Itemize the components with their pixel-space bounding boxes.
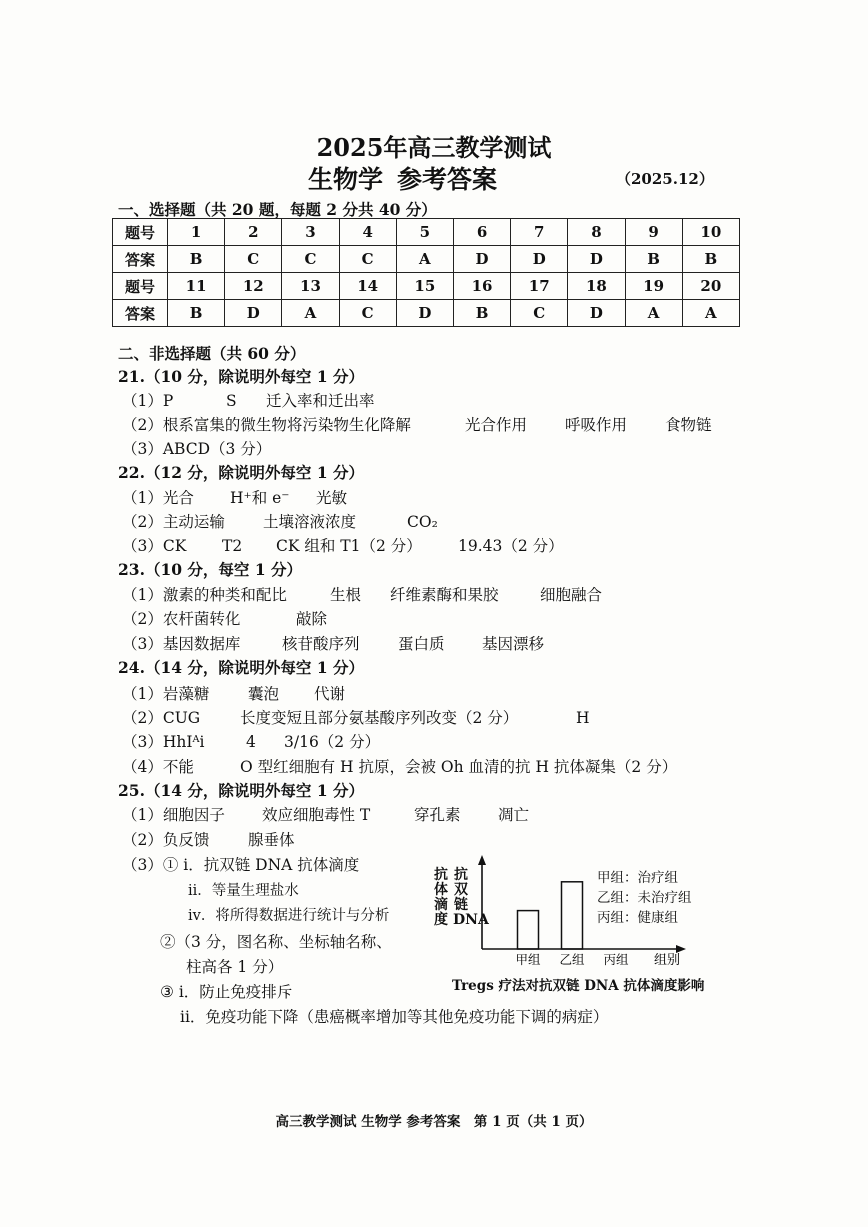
y-axis-arrow-icon bbox=[478, 855, 486, 865]
answer: O 型红细胞有 H 抗原，会被 Oh 血清的抗 H 抗体凝集（2 分） bbox=[240, 758, 678, 776]
table-cell: A bbox=[682, 300, 739, 327]
q21-title: 21.（10 分，除说明外每空 1 分） bbox=[118, 367, 365, 386]
table-cell: D bbox=[396, 300, 453, 327]
y-axis-label-col1: 抗体滴度 bbox=[434, 867, 448, 928]
answer: （1）激素的种类和配比 bbox=[122, 586, 287, 604]
answer: （4）不能 bbox=[122, 758, 194, 776]
answer: 4 bbox=[246, 733, 256, 751]
table-cell: D bbox=[225, 300, 282, 327]
table-cell: 20 bbox=[682, 273, 739, 300]
answer: 腺垂体 bbox=[248, 831, 295, 849]
answer: 土壤溶液浓度 bbox=[263, 513, 357, 531]
table-cell: 8 bbox=[568, 219, 625, 246]
table-cell: 3 bbox=[282, 219, 339, 246]
answer: 纤维素酶和果胶 bbox=[390, 586, 499, 604]
table-cell: D bbox=[511, 246, 568, 273]
q25-line3e: 柱高各 1 分） bbox=[186, 958, 284, 976]
table-cell: D bbox=[568, 300, 625, 327]
table-cell: 6 bbox=[453, 219, 510, 246]
page-footer: 高三教学测试 生物学 参考答案 第 1 页（共 1 页） bbox=[275, 1114, 593, 1130]
table-cell: C bbox=[339, 246, 396, 273]
answer-table bbox=[112, 218, 740, 327]
legend-item: 甲组：治疗组 bbox=[597, 870, 678, 886]
row-label: 题号 bbox=[113, 273, 168, 300]
answer: 长度变短且部分氨基酸序列改变（2 分） bbox=[240, 709, 519, 727]
answer: （2）主动运输 bbox=[122, 513, 225, 531]
answer: （2）CUG bbox=[122, 709, 201, 727]
answer: （2）农杆菌转化 bbox=[122, 610, 241, 628]
answer: 蛋白质 bbox=[398, 635, 445, 653]
answer: （3）HhIᴬi bbox=[122, 733, 205, 751]
y-axis-label-col2: 抗双链DNA bbox=[453, 867, 489, 928]
section2-heading: 二、非选择题（共 60 分） bbox=[118, 344, 306, 363]
answer: 3/16（2 分） bbox=[284, 733, 381, 751]
q21-line2 bbox=[122, 413, 712, 435]
x-axis-label: 组别 bbox=[654, 953, 681, 968]
table-cell: C bbox=[282, 246, 339, 273]
table-cell: 16 bbox=[453, 273, 510, 300]
answer: （3）ABCD（3 分） bbox=[122, 440, 272, 458]
table-cell: 13 bbox=[282, 273, 339, 300]
table-cell: D bbox=[453, 246, 510, 273]
answer: H⁺和 e⁻ bbox=[230, 489, 290, 507]
answer: （2）负反馈 bbox=[122, 831, 210, 849]
q24-line1 bbox=[122, 682, 345, 704]
table-cell: 14 bbox=[339, 273, 396, 300]
q22-line2 bbox=[122, 510, 438, 532]
table-cell: 17 bbox=[511, 273, 568, 300]
answer: （1）光合 bbox=[122, 489, 194, 507]
table-cell: C bbox=[339, 300, 396, 327]
table-cell: D bbox=[568, 246, 625, 273]
answer: 凋亡 bbox=[498, 806, 530, 824]
chart-caption: Tregs 疗法对抗双链 DNA 抗体滴度影响 bbox=[452, 978, 705, 994]
answer: 生根 bbox=[330, 586, 362, 604]
table-cell: 9 bbox=[625, 219, 682, 246]
answer: （3）CK bbox=[122, 537, 187, 555]
table-cell: 4 bbox=[339, 219, 396, 246]
answer: 光敏 bbox=[316, 489, 348, 507]
answer: CO₂ bbox=[407, 513, 438, 531]
q21-line3 bbox=[122, 437, 271, 459]
row-label: 题号 bbox=[113, 219, 168, 246]
answer: 食物链 bbox=[665, 416, 712, 434]
q21-line1 bbox=[122, 389, 375, 411]
q25-line3a: （3）① i．抗双链 DNA 抗体滴度 bbox=[122, 856, 360, 874]
chart-bar bbox=[518, 911, 539, 949]
q23-line1 bbox=[122, 583, 602, 605]
q24-line2 bbox=[122, 706, 590, 728]
page-subtitle bbox=[308, 160, 497, 196]
table-cell: 19 bbox=[625, 273, 682, 300]
answer: 19.43（2 分） bbox=[458, 537, 564, 555]
answer: 基因漂移 bbox=[482, 635, 545, 653]
table-row bbox=[113, 246, 740, 273]
answer: 代谢 bbox=[314, 685, 346, 703]
table-cell: B bbox=[453, 300, 510, 327]
table-row bbox=[113, 273, 740, 300]
q24-title: 24.（14 分，除说明外每空 1 分） bbox=[118, 658, 365, 677]
table-cell: B bbox=[168, 246, 225, 273]
table-row bbox=[113, 219, 740, 246]
answer: 细胞融合 bbox=[540, 586, 603, 604]
legend-item: 乙组：未治疗组 bbox=[597, 890, 692, 906]
row-label: 答案 bbox=[113, 300, 168, 327]
table-cell: 10 bbox=[682, 219, 739, 246]
answer: H bbox=[576, 709, 590, 727]
q23-line3 bbox=[122, 632, 544, 654]
table-cell: A bbox=[396, 246, 453, 273]
table-cell: A bbox=[282, 300, 339, 327]
answer: （1）P bbox=[122, 392, 174, 410]
answer: CK 组和 T1（2 分） bbox=[276, 537, 422, 555]
table-cell: 18 bbox=[568, 273, 625, 300]
q25-line3f: ③ i．防止免疫排斥 bbox=[160, 983, 293, 1001]
answer: 敲除 bbox=[296, 610, 328, 628]
table-cell: 12 bbox=[225, 273, 282, 300]
q24-line4 bbox=[122, 755, 677, 777]
table-cell: 1 bbox=[168, 219, 225, 246]
answer: （2）根系富集的微生物将污染物生化降解 bbox=[122, 416, 411, 434]
q25-line3d: ②（3 分，图名称、坐标轴名称、 bbox=[160, 933, 392, 951]
answer: 呼吸作用 bbox=[565, 416, 628, 434]
answer: 穿孔素 bbox=[414, 806, 461, 824]
table-cell: B bbox=[168, 300, 225, 327]
table-cell: A bbox=[625, 300, 682, 327]
answer: （1）细胞因子 bbox=[122, 806, 225, 824]
answer: 囊泡 bbox=[248, 685, 280, 703]
q22-line1 bbox=[122, 486, 347, 508]
table-cell: 15 bbox=[396, 273, 453, 300]
x-axis-arrow-icon bbox=[676, 945, 686, 953]
legend-item: 丙组：健康组 bbox=[597, 910, 678, 926]
answer: （1）岩藻糖 bbox=[122, 685, 210, 703]
answer: （3）基因数据库 bbox=[122, 635, 241, 653]
q23-line2 bbox=[122, 607, 327, 629]
section1-heading: 一、选择题（共 20 题，每题 2 分共 40 分） bbox=[118, 200, 437, 219]
q23-title: 23.（10 分，每空 1 分） bbox=[118, 560, 303, 579]
table-cell: 7 bbox=[511, 219, 568, 246]
table-cell: C bbox=[511, 300, 568, 327]
q25-line1 bbox=[122, 803, 529, 825]
q25-line2 bbox=[122, 828, 295, 850]
x-tick-label: 甲组 bbox=[515, 952, 541, 967]
q25-line3c: iv．将所得数据进行统计与分析 bbox=[188, 908, 390, 924]
table-cell: B bbox=[682, 246, 739, 273]
table-cell: 5 bbox=[396, 219, 453, 246]
answer: T2 bbox=[222, 537, 243, 555]
x-tick-label: 丙组 bbox=[603, 952, 629, 967]
answer: 核苷酸序列 bbox=[282, 635, 360, 653]
q22-line3 bbox=[122, 534, 564, 556]
q24-line3 bbox=[122, 730, 380, 752]
page-title: 2025年高三教学测试 bbox=[316, 133, 552, 162]
q22-title: 22.（12 分，除说明外每空 1 分） bbox=[118, 463, 365, 482]
table-row bbox=[113, 300, 740, 327]
q25-line3b: ii．等量生理盐水 bbox=[188, 883, 299, 899]
answer: S bbox=[226, 392, 237, 410]
row-label: 答案 bbox=[113, 246, 168, 273]
subject: 生物学 bbox=[308, 165, 384, 194]
table-cell: 11 bbox=[168, 273, 225, 300]
answer: 光合作用 bbox=[465, 416, 528, 434]
q25-line3g: ii．免疫功能下降（患癌概率增加等其他免疫功能下调的病症） bbox=[180, 1008, 609, 1026]
doc-date: （2025.12） bbox=[616, 170, 714, 188]
answer: 迁入率和迁出率 bbox=[266, 392, 375, 410]
table-cell: B bbox=[625, 246, 682, 273]
doc-type: 参考答案 bbox=[397, 165, 498, 194]
q25-title: 25.（14 分，除说明外每空 1 分） bbox=[118, 781, 365, 800]
answer: 效应细胞毒性 T bbox=[262, 806, 371, 824]
table-cell: 2 bbox=[225, 219, 282, 246]
table-cell: C bbox=[225, 246, 282, 273]
x-tick-label: 乙组 bbox=[559, 952, 585, 967]
chart-bar bbox=[562, 882, 583, 949]
